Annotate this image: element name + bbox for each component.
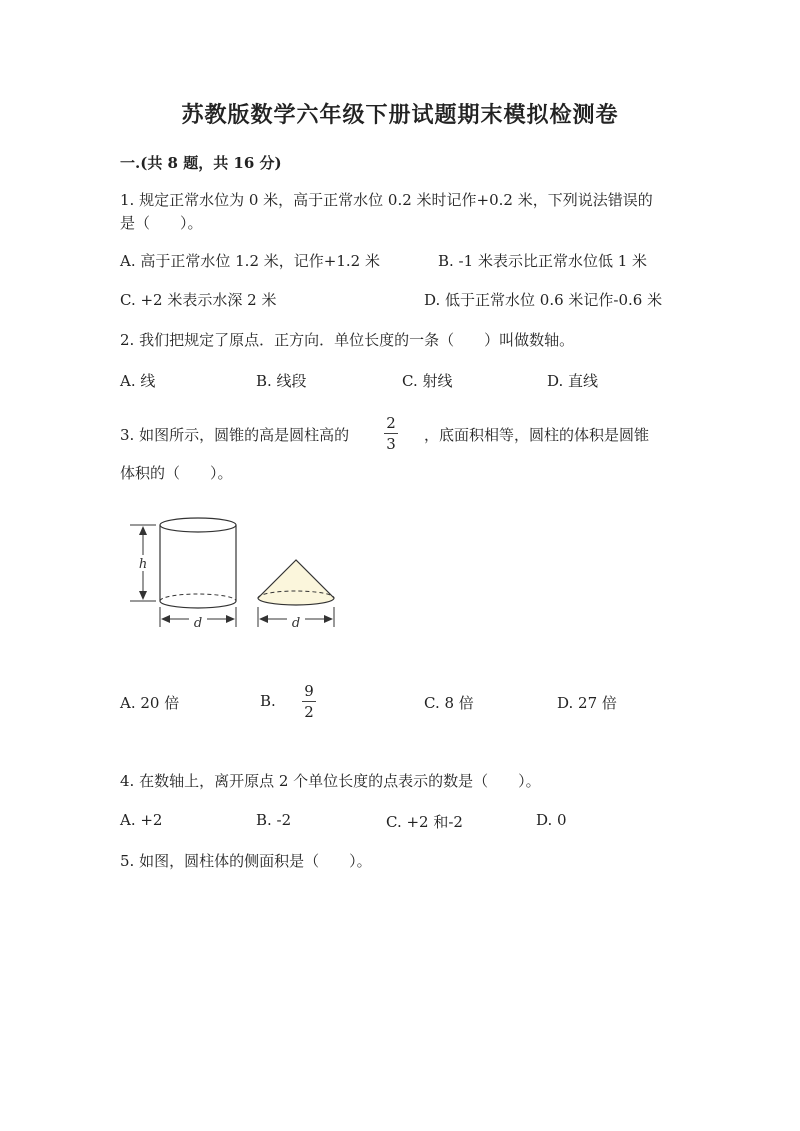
q3-option-b-fraction [302, 683, 316, 720]
fraction-bar [302, 701, 316, 702]
cylinder-bottom-back [160, 594, 236, 601]
fraction-numerator: 9 [304, 682, 314, 700]
cone-d-arrow-right-icon [324, 615, 333, 623]
section-heading: 一.(共 8 题，共 16 分) [120, 154, 282, 172]
q3-option-c[interactable]: C. 8 倍 [424, 694, 474, 712]
q3-fraction [384, 415, 398, 452]
q1-option-b[interactable]: B. -1 米表示比正常水位低 1 米 [438, 252, 648, 270]
page-title: 苏教版数学六年级下册试题期末模拟检测卷 [181, 102, 619, 128]
q3-option-a[interactable]: A. 20 倍 [120, 694, 180, 712]
q4-option-d[interactable]: D. 0 [536, 811, 567, 829]
q1-option-a[interactable]: A. 高于正常水位 1.2 米，记作+1.2 米 [120, 252, 380, 270]
cylinder-cone-figure [126, 515, 346, 639]
cyl-d-arrow-right-icon [226, 615, 235, 623]
q1-option-d[interactable]: D. 低于正常水位 0.6 米记作-0.6 米 [424, 291, 663, 309]
h-arrow-down-icon [139, 591, 147, 600]
cone-body [258, 560, 334, 605]
cone-d-arrow-left-icon [259, 615, 268, 623]
q4-option-b[interactable]: B. -2 [256, 811, 292, 829]
q4-stem: 4. 在数轴上，离开原点 2 个单位长度的点表示的数是（ ）。 [120, 772, 541, 790]
cylinder-bottom-front [160, 601, 236, 608]
fraction-denominator: 2 [304, 703, 314, 721]
q2-option-b[interactable]: B. 线段 [256, 372, 307, 390]
q1-stem-line2: 是（ ）。 [120, 214, 203, 232]
q4-option-c[interactable]: C. +2 和-2 [386, 813, 463, 831]
q1-option-c[interactable]: C. +2 米表示水深 2 米 [120, 291, 277, 309]
q2-option-c[interactable]: C. 射线 [402, 372, 453, 390]
q2-option-d[interactable]: D. 直线 [547, 372, 599, 390]
cyl-d-arrow-left-icon [161, 615, 170, 623]
q3-stem-part2: ，底面积相等，圆柱的体积是圆锥 [424, 426, 650, 444]
geometry-diagram [126, 515, 346, 635]
h-label: h [138, 557, 148, 572]
cyl-d-label: d [193, 616, 203, 631]
q5-stem: 5. 如图，圆柱体的侧面积是（ ）。 [120, 852, 372, 870]
q2-stem: 2. 我们把规定了原点．正方向．单位长度的一条（ ）叫做数轴。 [120, 331, 575, 349]
fraction-numerator: 2 [386, 414, 396, 432]
cylinder-top [160, 518, 236, 532]
q3-option-b[interactable]: B. [260, 692, 276, 710]
fraction-denominator: 3 [386, 435, 396, 453]
q4-option-a[interactable]: A. +2 [120, 811, 163, 829]
q1-stem-line1: 1. 规定正常水位为 0 米，高于正常水位 0.2 米时记作+0.2 米，下列说法错误的 [120, 191, 653, 209]
q3-option-d[interactable]: D. 27 倍 [557, 694, 617, 712]
h-arrow-up-icon [139, 526, 147, 535]
fraction-bar [384, 433, 398, 434]
q2-option-a[interactable]: A. 线 [120, 372, 156, 390]
cone-d-label: d [291, 616, 301, 631]
q3-stem-part3: 体积的（ ）。 [120, 464, 233, 482]
q3-stem-part1: 3. 如图所示，圆锥的高是圆柱高的 [120, 426, 350, 444]
